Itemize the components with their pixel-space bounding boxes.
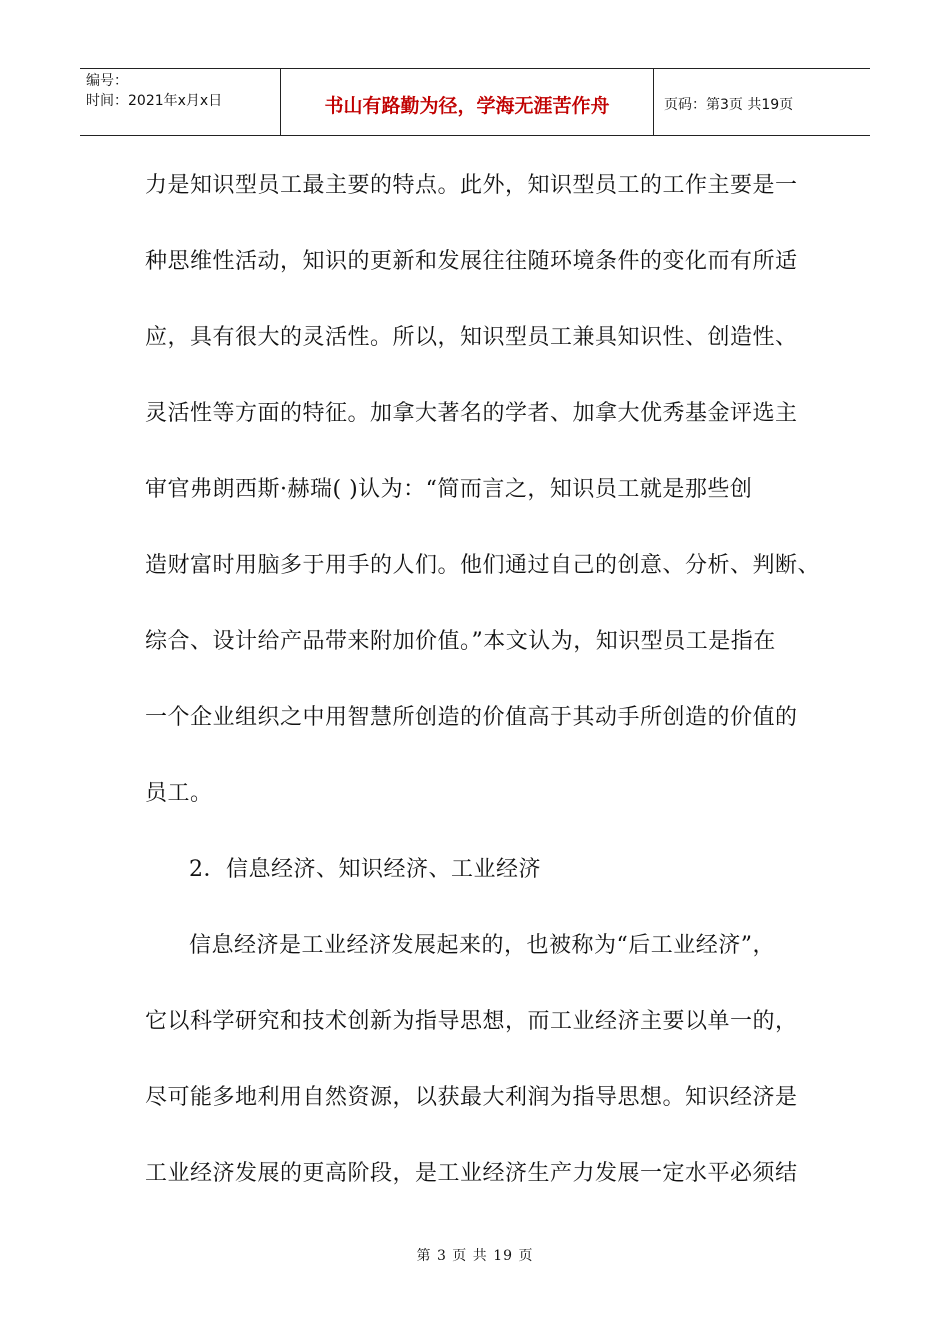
body-line: 种思维性活动，知识的更新和发展往往随环境条件的变化而有所适: [145, 249, 798, 274]
document-number-label: 编号：: [86, 73, 128, 89]
body-line: 审官弗朗西斯·赫瑞( )认为：“简而言之，知识员工就是那些创: [145, 477, 753, 502]
section-heading: 2．信息经济、知识经济、工业经济: [189, 857, 541, 882]
body-line: 员工。: [145, 781, 213, 806]
header-page-info: 页码：第3页 共19页: [664, 97, 794, 113]
body-line: 尽可能多地利用自然资源，以获最大利润为指导思想。知识经济是: [145, 1085, 798, 1110]
body-line: 灵活性等方面的特征。加拿大著名的学者、加拿大优秀基金评选主: [145, 401, 798, 426]
body-line: 信息经济是工业经济发展起来的，也被称为“后工业经济”，: [189, 933, 775, 958]
body-line: 一个企业组织之中用智慧所创造的价值高于其动手所创造的价值的: [145, 705, 798, 730]
body-line: 它以科学研究和技术创新为指导思想，而工业经济主要以单一的，: [145, 1009, 798, 1034]
page-header: [80, 68, 870, 136]
body-line: 应，具有很大的灵活性。所以，知识型员工兼具知识性、创造性、: [145, 325, 798, 350]
header-motto-cell: [281, 69, 654, 135]
header-meta-cell: [80, 69, 281, 135]
header-motto: 书山有路勤为径，学海无涯苦作舟: [324, 94, 610, 117]
body-line: 综合、设计给产品带来附加价值。”本文认为，知识型员工是指在: [145, 629, 776, 654]
page-footer: 第 3 页 共 19 页: [416, 1248, 534, 1264]
document-body: [145, 158, 825, 1222]
body-line: 力是知识型员工最主要的特点。此外，知识型员工的工作主要是一: [145, 173, 798, 198]
body-line: 工业经济发展的更高阶段，是工业经济生产力发展一定水平必须结: [145, 1161, 798, 1186]
document-time-label: 时间：2021年x月x日: [86, 93, 223, 109]
header-page-cell: [654, 69, 870, 135]
body-line: 造财富时用脑多于用手的人们。他们通过自己的创意、分析、判断、: [145, 553, 821, 578]
